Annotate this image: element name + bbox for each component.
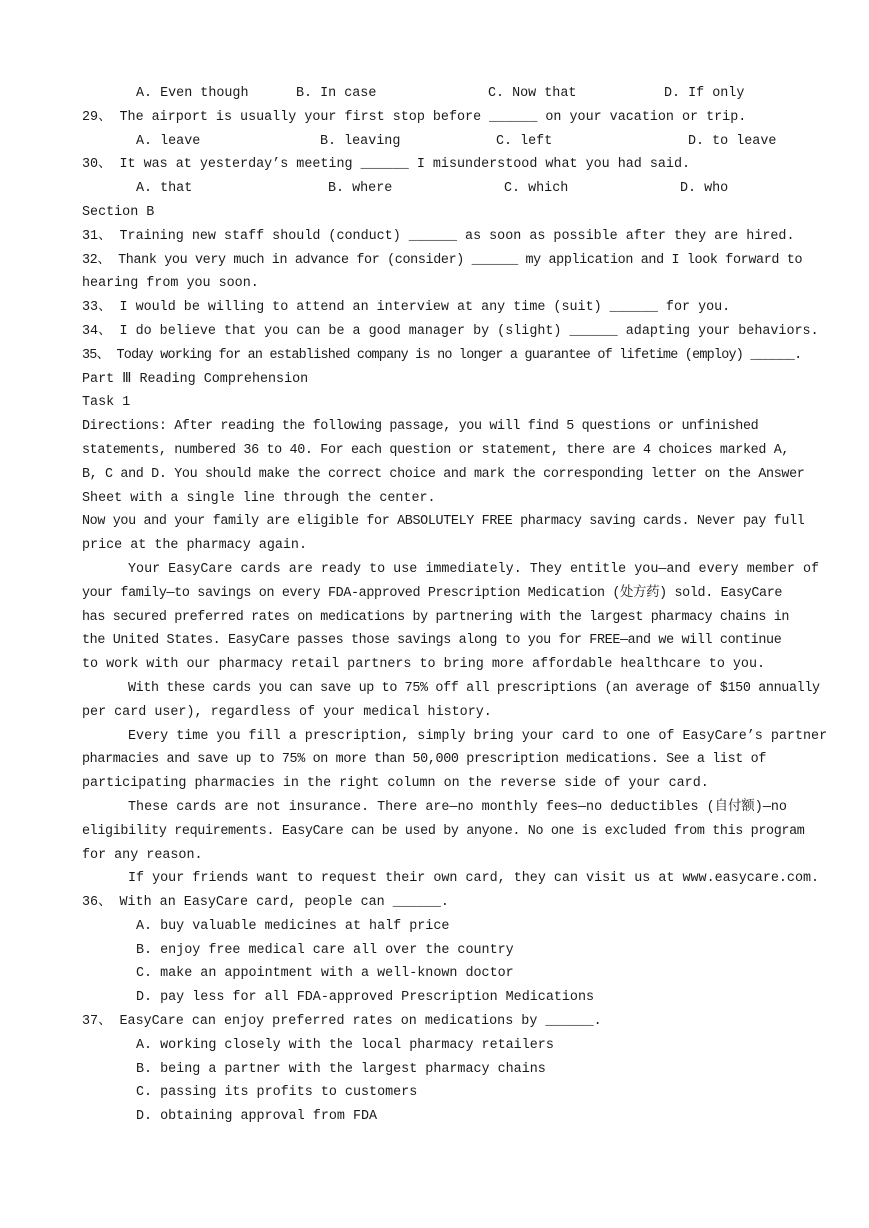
paragraph-3-line: Every time you fill a prescription, simply bring your card to one of EasyCare’s partner xyxy=(128,728,828,744)
q31: 31、 Training new staff should (conduct) ______ as soon as possible after they are hired. xyxy=(82,228,795,244)
q29-stem: 29、 The airport is usually your first stop before ______ on your vacation or trip. xyxy=(82,109,747,125)
option-d: D. who xyxy=(680,181,729,197)
paragraph-5: If your friends want to request their own card, they can visit us at www.easycare.com. xyxy=(128,871,820,887)
q28-options xyxy=(82,82,786,106)
option-c: C. which xyxy=(504,181,569,197)
q37-option-a: A. working closely with the local pharmacy retailers xyxy=(136,1037,554,1053)
option-c: C. Now that xyxy=(488,86,577,101)
exam-page xyxy=(82,82,828,1129)
q33: 33、 I would be willing to attend an interview at any time (suit) ______ for you. xyxy=(82,300,731,316)
option-b: B. where xyxy=(328,181,393,197)
task-1-heading: Task 1 xyxy=(82,395,131,411)
paragraph-4-line: eligibility requirements. EasyCare can be used by anyone. No one is excluded from this program xyxy=(82,823,805,839)
directions-line: B, C and D. You should make the correct choice and mark the corresponding letter on the Answer xyxy=(82,466,805,482)
q32-line-2: hearing from you soon. xyxy=(82,276,259,292)
paragraph-1-line: to work with our pharmacy retail partners to bring more affordable healthcare to you. xyxy=(82,657,766,673)
q36-option-c: C. make an appointment with a well-known doctor xyxy=(136,966,514,982)
passage-intro-line: price at the pharmacy again. xyxy=(82,538,307,554)
part-3-heading: Part Ⅲ Reading Comprehension xyxy=(82,371,309,387)
passage-intro-line: Now you and your family are eligible for ABSOLUTELY FREE pharmacy saving cards. Never pay full xyxy=(82,514,805,530)
directions-line: statements, numbered 36 to 40. For each question or statement, there are 4 choices marked A, xyxy=(82,442,790,458)
q34: 34、 I do believe that you can be a good manager by (slight) ______ adapting your behaviors. xyxy=(82,323,819,339)
option-d: D. to leave xyxy=(688,133,777,149)
directions-line: Sheet with a single line through the center. xyxy=(82,490,436,506)
q29-options xyxy=(82,130,786,154)
q36-stem: 36、 With an EasyCare card, people can ______. xyxy=(82,895,449,911)
option-b: B. leaving xyxy=(320,133,401,149)
q37-option-b: B. being a partner with the largest pharmacy chains xyxy=(136,1061,546,1077)
paragraph-4-line: These cards are not insurance. There are—no monthly fees—no deductibles (自付额)—no xyxy=(128,799,787,815)
paragraph-2-line: per card user), regardless of your medical history. xyxy=(82,704,492,720)
q37-option-d: D. obtaining approval from FDA xyxy=(136,1109,378,1125)
section-b-heading: Section B xyxy=(82,204,155,220)
paragraph-1-line: your family—to savings on every FDA-approved Prescription Medication (处方药) sold. EasyCare xyxy=(82,585,783,601)
q30-options xyxy=(82,177,786,201)
q36-option-b: B. enjoy free medical care all over the country xyxy=(136,942,514,958)
option-d: D. If only xyxy=(664,86,745,101)
q36-option-d: D. pay less for all FDA-approved Prescription Medications xyxy=(136,990,595,1006)
q37-option-c: C. passing its profits to customers xyxy=(136,1085,418,1101)
paragraph-1-line: the United States. EasyCare passes those savings along to you for FREE—and we will continue xyxy=(82,633,782,649)
paragraph-3-line: participating pharmacies in the right column on the reverse side of your card. xyxy=(82,776,709,792)
paragraph-1-line: has secured preferred rates on medications by partnering with the largest pharmacy chains in xyxy=(82,609,790,625)
directions-line: Directions: After reading the following passage, you will find 5 questions or unfinished xyxy=(82,419,759,435)
q37-stem: 37、 EasyCare can enjoy preferred rates on medications by ______. xyxy=(82,1014,602,1030)
q30-stem: 30、 It was at yesterday’s meeting ______ I misunderstood what you had said. xyxy=(82,157,691,173)
option-a: A. that xyxy=(136,181,193,197)
q35: 35、 Today working for an established company is no longer a guarantee of lifetime (employ) ______. xyxy=(82,347,802,363)
option-a: A. leave xyxy=(136,133,201,149)
q32-line-1: 32、 Thank you very much in advance for (consider) ______ my application and I look forward to xyxy=(82,252,803,268)
paragraph-4-line: for any reason. xyxy=(82,847,203,863)
paragraph-3-line: pharmacies and save up to 75% on more than 50,000 prescription medications. See a list of xyxy=(82,752,767,768)
q36-option-a: A. buy valuable medicines at half price xyxy=(136,918,450,934)
paragraph-1-line: Your EasyCare cards are ready to use immediately. They entitle you—and every member of xyxy=(128,561,820,577)
paragraph-2-line: With these cards you can save up to 75% off all prescriptions (an average of $150 annually xyxy=(128,680,820,696)
option-b: B. In case xyxy=(296,86,377,101)
option-c: C. left xyxy=(496,133,553,149)
option-a: A. Even though xyxy=(136,86,249,101)
